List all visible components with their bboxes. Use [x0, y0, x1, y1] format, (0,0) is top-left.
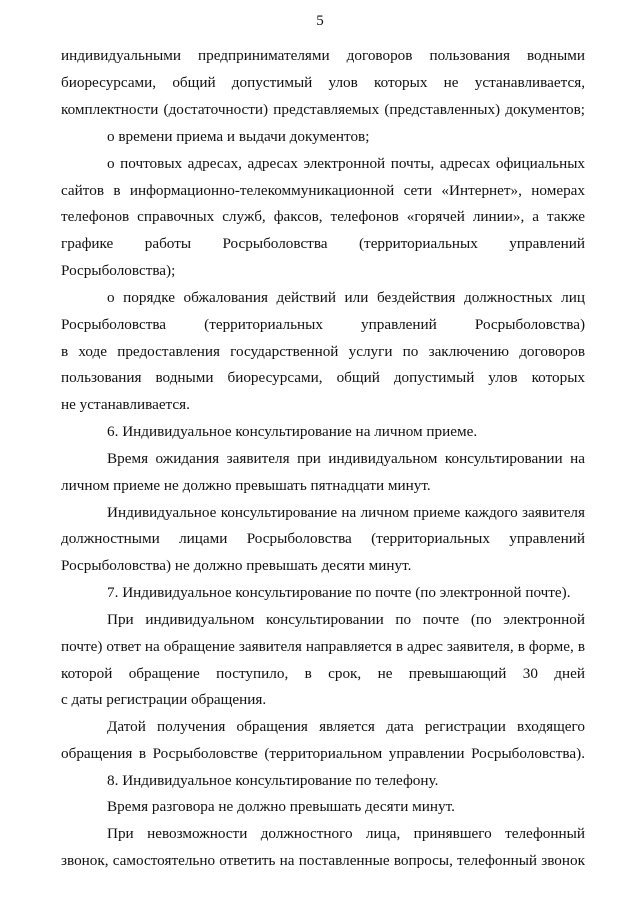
text-line: личном приеме не должно превышать пятнадцати минут.: [61, 477, 431, 494]
text-line: 8. Индивидуальное консультирование по телефону.: [107, 772, 439, 789]
text-line: При индивидуальном консультировании по почте (по электронной: [107, 611, 585, 628]
text-line: которой обращение поступило, в срок, не превышающий 30 дней: [61, 665, 585, 682]
text-line: сайтов в информационно-телекоммуникационной сети «Интернет», номерах: [61, 182, 585, 199]
text-line: биоресурсами, общий допустимый улов которых не устанавливается,: [61, 74, 585, 91]
text-line: Датой получения обращения является дата регистрации входящего: [107, 718, 585, 735]
page-number: 5: [316, 13, 324, 29]
text-line: о порядке обжалования действий или бездействия должностных лиц: [107, 289, 585, 306]
text-line: Время ожидания заявителя при индивидуальном консультировании на: [107, 450, 585, 467]
text-line: звонок, самостоятельно ответить на поставленные вопросы, телефонный звонок: [61, 852, 585, 869]
text-line: графике работы Росрыболовства (территориальных управлений: [61, 235, 585, 252]
text-line: не устанавливается.: [61, 396, 190, 413]
text-line: о времени приема и выдачи документов;: [107, 128, 370, 145]
text-line: При невозможности должностного лица, принявшего телефонный: [107, 825, 585, 842]
text-line: 7. Индивидуальное консультирование по почте (по электронной почте).: [107, 584, 571, 601]
text-line: Росрыболовства) не должно превышать десяти минут.: [61, 557, 412, 574]
text-line: Росрыболовства (территориальных управлений Росрыболовства): [61, 316, 585, 333]
text-line: Индивидуальное консультирование на личном приеме каждого заявителя: [107, 504, 585, 521]
text-line: пользования водными биоресурсами, общий допустимый улов которых: [61, 369, 585, 386]
text-line: индивидуальными предпринимателями договоров пользования водными: [61, 47, 585, 64]
text-line: 6. Индивидуальное консультирование на личном приеме.: [107, 423, 478, 440]
text-line: Время разговора не должно превышать десяти минут.: [107, 798, 455, 815]
text-line: в ходе предоставления государственной услуги по заключению договоров: [61, 343, 585, 360]
text-line: Росрыболовства);: [61, 262, 176, 279]
text-line: почте) ответ на обращение заявителя направляется в адрес заявителя, в форме, в: [61, 638, 585, 655]
text-line: с даты регистрации обращения.: [61, 691, 267, 708]
text-line: обращения в Росрыболовстве (территориальном управлении Росрыболовства).: [61, 745, 585, 762]
text-line: должностными лицами Росрыболовства (территориальных управлений: [61, 530, 585, 547]
text-line: телефонов справочных служб, факсов, телефонов «горячей линии», а также: [61, 208, 585, 225]
text-line: комплектности (достаточности) представляемых (представленных) документов;: [61, 101, 585, 118]
text-line: о почтовых адресах, адресах электронной почты, адресах официальных: [107, 155, 585, 172]
